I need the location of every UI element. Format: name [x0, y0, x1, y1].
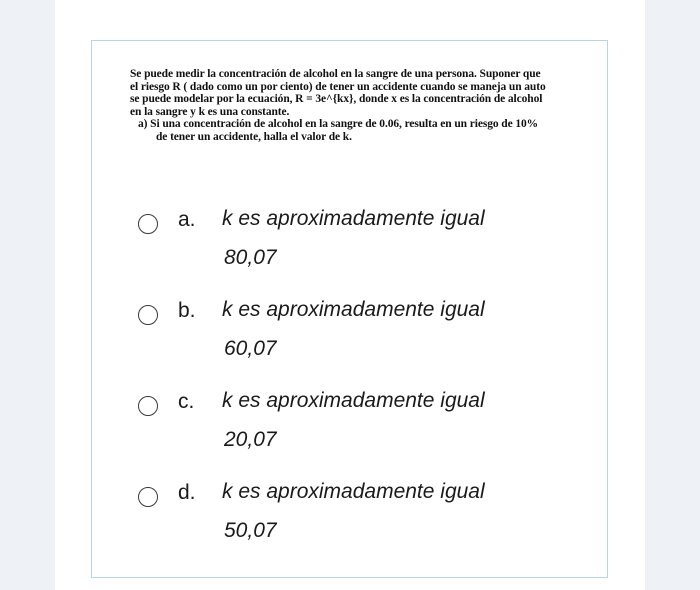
option-letter: c. — [178, 390, 195, 413]
problem-statement — [130, 68, 570, 144]
option-value: 80,07 — [224, 246, 277, 269]
option-letter: d. — [178, 481, 196, 504]
problem-line-4: en la sangre y k es una constante. — [130, 105, 290, 118]
option-c[interactable] — [138, 390, 558, 470]
option-letter: a. — [178, 208, 196, 231]
option-d[interactable] — [138, 481, 558, 561]
question-box — [91, 40, 608, 578]
option-value: 20,07 — [224, 428, 277, 451]
radio-button-d[interactable] — [138, 487, 158, 507]
problem-line-1: Se puede medir la concentración de alcohol en la sangre de una persona. Suponer que — [130, 68, 541, 80]
problem-line-5: a) Si una concentración de alcohol en la sangre de 0.06, resulta en un riesgo de 10% — [138, 118, 539, 131]
option-text — [222, 472, 485, 550]
problem-line-3: se puede modelar por la ecuación, R = 3e^{kx}, donde x es la concentración de alcohol — [130, 93, 543, 106]
option-text-line-1: k es aproximadamente igual — [222, 480, 485, 503]
question-page — [55, 0, 645, 590]
problem-line-6: de tener un accidente, halla el valor de k. — [156, 130, 352, 143]
option-a[interactable] — [138, 208, 558, 288]
option-text — [222, 199, 485, 277]
option-letter: b. — [178, 299, 196, 322]
radio-button-c[interactable] — [138, 396, 158, 416]
option-text-line-1: k es aproximadamente igual — [222, 298, 485, 321]
option-b[interactable] — [138, 299, 558, 379]
option-text-line-1: k es aproximadamente igual — [222, 207, 485, 230]
radio-button-b[interactable] — [138, 305, 158, 325]
option-text — [222, 290, 485, 368]
radio-button-a[interactable] — [138, 214, 158, 234]
option-text — [222, 381, 485, 459]
option-value: 60,07 — [224, 337, 277, 360]
problem-line-2: el riesgo R ( dado como un por ciento) de tener un accidente cuando se maneja un auto — [130, 80, 546, 93]
option-text-line-1: k es aproximadamente igual — [222, 389, 485, 412]
option-value: 50,07 — [224, 519, 277, 542]
